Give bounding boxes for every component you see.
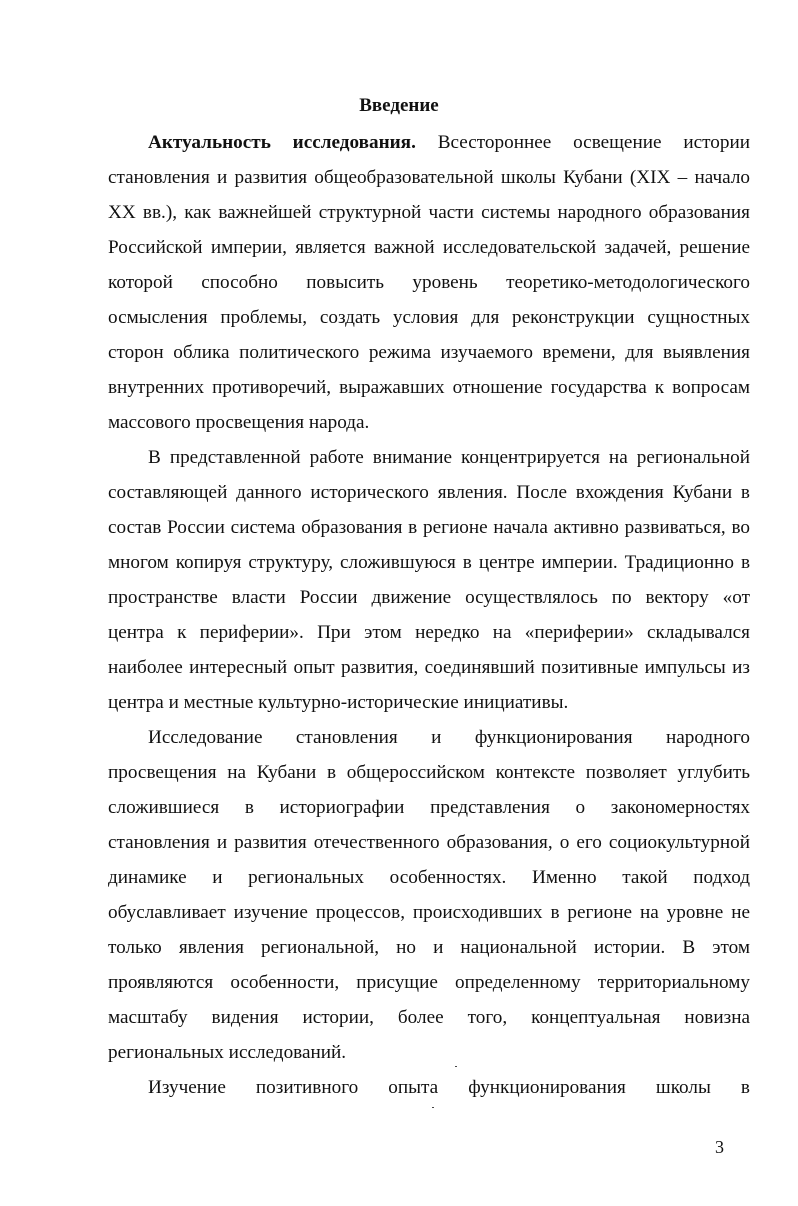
text-line: центра и местные культурно-исторические инициативы. <box>108 692 569 713</box>
text-line: которой способно повысить уровень теоретико-методологического <box>108 272 750 293</box>
text-line: составляющей данного исторического явления. После вхождения Кубани в <box>108 482 750 503</box>
text-line: проявляются особенности, присущие определенному территориальному <box>108 972 750 993</box>
text-line: XX вв.), как важнейшей структурной части системы народного образования <box>108 202 750 223</box>
lead-phrase: Актуальность исследования. <box>148 132 416 153</box>
page-number: 3 <box>715 1137 724 1157</box>
scan-speck <box>432 1107 434 1108</box>
text-line: Российской империи, является важной исследовательской задачей, решение <box>108 237 750 258</box>
page-title: Введение <box>359 95 439 116</box>
text-line: многом копируя структуру, сложившуюся в центре империи. Традиционно в <box>108 552 750 573</box>
text-line: региональных исследований. <box>108 1042 347 1063</box>
text-line: масштабу видения истории, более того, концептуальная новизна <box>108 1007 750 1028</box>
text-line: В представленной работе внимание концентрируется на региональной <box>148 447 750 468</box>
text-line: Исследование становления и функционирования народного <box>148 727 750 748</box>
text-line: Изучение позитивного опыта функционирования школы в <box>148 1077 750 1098</box>
text-line: наиболее интересный опыт развития, соединявший позитивные импульсы из <box>108 657 750 678</box>
text-line: Актуальность исследования. Всестороннее освещение истории <box>148 132 750 153</box>
text-line: сторон облика политического режима изучаемого времени, для выявления <box>108 342 750 363</box>
text-line: обуславливает изучение процессов, происходивших в регионе на уровне не <box>108 902 750 923</box>
text-line: просвещения на Кубани в общероссийском контексте позволяет углубить <box>108 762 750 783</box>
text-line: центра к периферии». При этом нередко на «периферии» складывался <box>108 622 750 643</box>
text-line: только явления региональной, но и национальной истории. В этом <box>108 937 750 958</box>
text-line: внутренних противоречий, выражавших отношение государства к вопросам <box>108 377 750 398</box>
text-line: сложившиеся в историографии представления о закономерностях <box>108 797 750 818</box>
text-line: становления и развития отечественного образования, о его социокультурной <box>108 832 750 853</box>
text-line: становления и развития общеобразовательной школы Кубани (XIX – начало <box>108 167 750 188</box>
text-line: состав России система образования в регионе начала активно развиваться, во <box>108 517 750 538</box>
text-line: осмысления проблемы, создать условия для реконструкции сущностных <box>108 307 750 328</box>
scan-speck <box>455 1066 457 1067</box>
text-line: массового просвещения народа. <box>108 412 370 433</box>
text-line: пространстве власти России движение осуществлялось по вектору «от <box>108 587 750 608</box>
text-line: динамике и региональных особенностях. Именно такой подход <box>108 867 750 888</box>
